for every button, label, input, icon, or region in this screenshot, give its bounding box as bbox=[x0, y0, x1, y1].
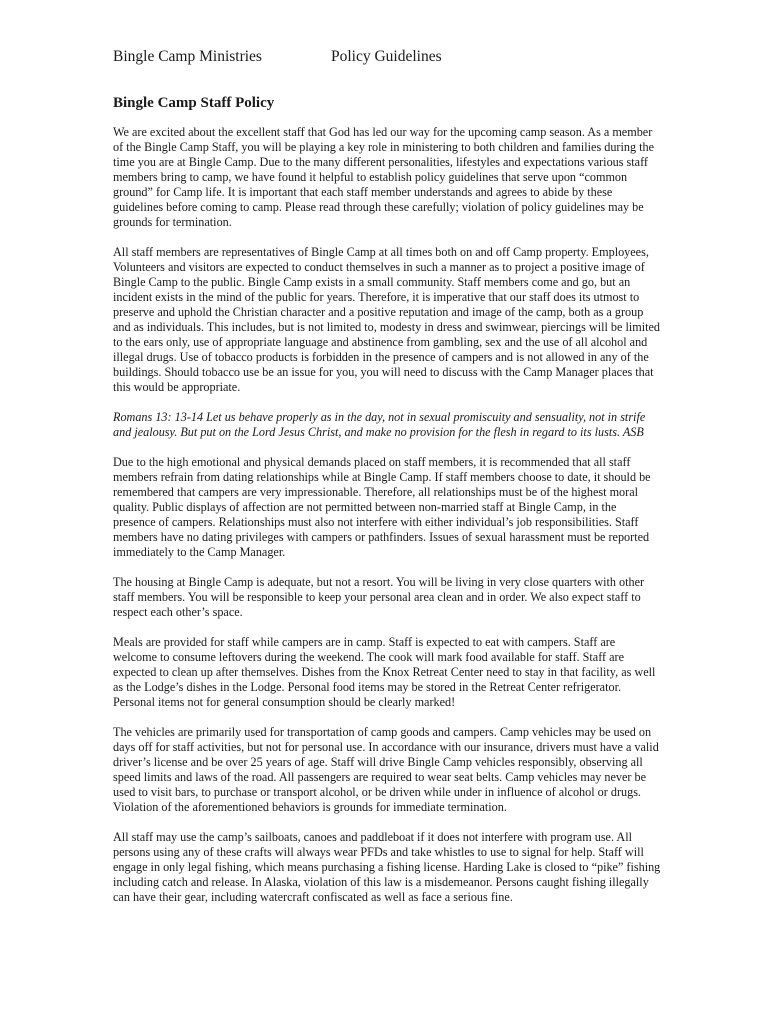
paragraph-vehicles: The vehicles are primarily used for transportation of camp goods and campers. Camp vehicles may be used on days off for staff activities, but not for personal use. In accordance with our insurance, drivers must have a valid driver’s license and be over 25 years of age. Staff will drive Bingle Camp vehicles responsibly, observing all speed limits and laws of the road. All passengers are required to wear seat belts. Camp vehicles may never be used to visit bars, to purchase or transport alcohol, or be driven while under in influence of alcohol or drugs. Violation of the aforementioned behaviors is grounds for immediate termination. bbox=[113, 725, 659, 814]
paragraph-introduction: We are excited about the excellent staff that God has led our way for the upcoming camp season. As a member of the Bingle Camp Staff, you will be playing a key role in ministering to both children and families during the time you are at Bingle Camp. Due to the many different personalities, lifestyles and expectations various staff members bring to camp, we have found it helpful to establish policy guidelines that serve upon “common ground” for Camp life. It is important that each staff member understands and agrees to abide by these guidelines before coming to camp. Please read through these carefully; violation of policy guidelines may be grounds for termination. bbox=[113, 125, 654, 229]
policy-body bbox=[113, 125, 661, 920]
scripture-quote: Romans 13: 13-14 Let us behave properly as in the day, not in sexual promiscuity and sensuality, not in strife and jealousy. But put on the Lord Jesus Christ, and make no provision for the flesh in regard to its lusts. ASB bbox=[113, 410, 646, 439]
paragraph-watercraft: All staff may use the camp’s sailboats, canoes and paddleboat if it does not interfere with program use. All persons using any of these crafts will always wear PFDs and take whistles to use to signal for help. Staff will engage in only legal fishing, which means purchasing a fishing license. Harding Lake is closed to “pike” fishing including catch and release. In Alaska, violation of this law is a misdemeanor. Persons caught fishing illegally can have their gear, including watercraft confiscated as well as face a serious fine. bbox=[113, 830, 661, 904]
paragraph-conduct: All staff members are representatives of Bingle Camp at all times both on and off Camp property. Employees, Volunteers and visitors are expected to conduct themselves in such a manner as to project a positive image of Bingle Camp to the public. Bingle Camp exists in a small community. Staff members come and go, but an incident exists in the mind of the public for years. Therefore, it is imperative that our staff does its utmost to preserve and uphold the Christian character and a positive reputation and image of the camp, both as a group and as individuals. This includes, but is not limited to, modesty in dress and swimwear, piercings will be limited to the ears only, use of appropriate language and abstinence from gambling, sex and the use of all alcohol and illegal drugs. Use of tobacco products is forbidden in the presence of campers and is not allowed in any of the buildings. Should tobacco use be an issue for you, you will need to discuss with the Camp Manager places that this would be appropriate. bbox=[113, 245, 660, 394]
header-organization: Bingle Camp Ministries bbox=[113, 48, 262, 65]
paragraph-meals: Meals are provided for staff while campers are in camp. Staff is expected to eat with campers. Staff are welcome to consume leftovers during the weekend. The cook will mark food available for staff. Staff are expected to clean up after themselves. Dishes from the Knox Retreat Center need to stay in that facility, as well as the Lodge’s dishes in the Lodge. Personal food items may be stored in the Retreat Center refrigerator. Personal items not for general consumption should be clearly marked! bbox=[113, 635, 656, 709]
paragraph-relationships: Due to the high emotional and physical demands placed on staff members, it is recommended that all staff members refrain from dating relationships while at Bingle Camp. If staff members choose to date, it should be remembered that campers are very impressionable. Therefore, all relationships must be of the highest moral quality. Public displays of affection are not permitted between non-married staff at Bingle Camp, in the presence of campers. Relationships must also not interfere with either individual’s job responsibilities. Staff members have no dating privileges with campers or pathfinders. Issues of sexual harassment must be reported immediately to the Camp Manager. bbox=[113, 455, 651, 559]
header-document-type: Policy Guidelines bbox=[331, 48, 442, 65]
policy-title: Bingle Camp Staff Policy bbox=[113, 95, 275, 111]
paragraph-housing: The housing at Bingle Camp is adequate, but not a resort. You will be living in very close quarters with other staff members. You will be responsible to keep your personal area clean and in order. We also expect staff to respect each other’s space. bbox=[113, 575, 645, 619]
